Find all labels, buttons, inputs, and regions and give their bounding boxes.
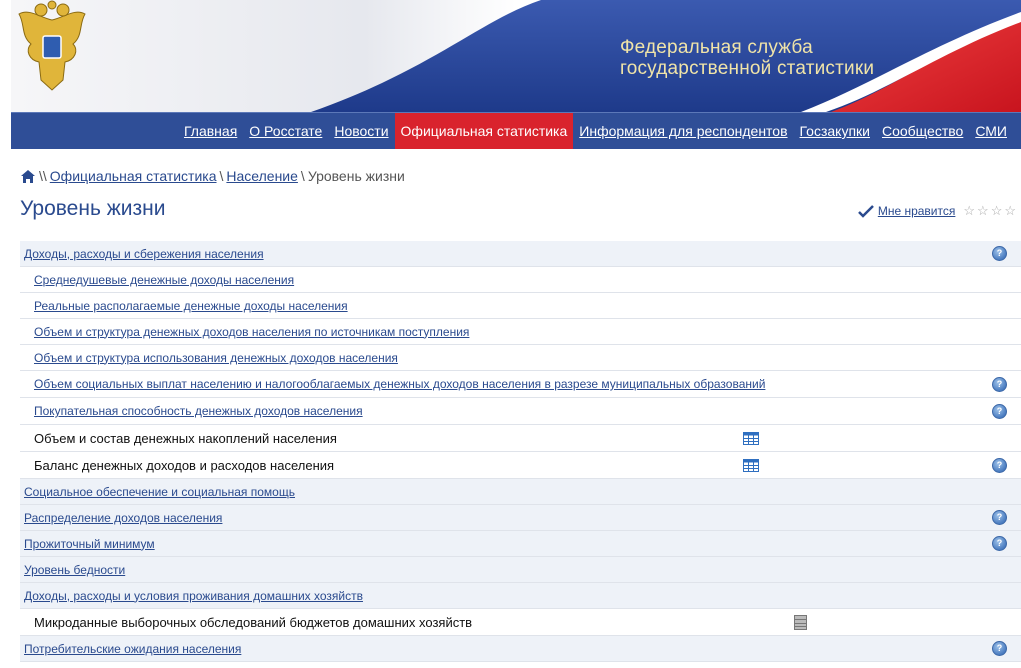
star-outline-icon[interactable]: ☆ — [963, 203, 976, 218]
topic-link[interactable]: Объем и структура использования денежных доходов населения — [34, 350, 398, 365]
nav-item-2[interactable]: Новости — [334, 123, 389, 139]
list-item — [20, 371, 1021, 398]
nav-item-1[interactable]: О Росстате — [249, 123, 323, 139]
rating-widget — [858, 203, 1016, 219]
table-icon[interactable] — [743, 459, 759, 472]
main-navigation — [11, 112, 1021, 149]
nav-item-4[interactable]: Информация для респондентов — [579, 123, 788, 139]
help-circle-icon[interactable]: ? — [992, 458, 1007, 473]
like-link[interactable]: Мне нравится — [877, 204, 956, 218]
topic-link[interactable]: Покупательная способность денежных доходов населения — [34, 404, 363, 418]
breadcrumb-separator: \\ — [39, 168, 47, 184]
topic-link[interactable]: Прожиточный минимум — [24, 536, 155, 551]
category-row — [20, 636, 1021, 662]
category-row — [20, 241, 1021, 267]
agency-name-line2: государственной статистики — [620, 58, 875, 79]
star-outline-icon[interactable]: ☆ — [977, 203, 989, 218]
topic-link[interactable]: Объем социальных выплат населению и налогооблагаемых денежных доходов населения в разрезе муниципальных образований — [34, 377, 766, 391]
nav-item-5[interactable]: Госзакупки — [799, 123, 870, 139]
help-circle-icon[interactable]: ? — [992, 536, 1007, 551]
list-item — [20, 452, 1021, 479]
breadcrumb — [20, 168, 405, 184]
list-item — [20, 345, 1021, 371]
category-row — [20, 505, 1021, 531]
list-item — [20, 398, 1021, 425]
rating-stars — [961, 203, 1016, 219]
breadcrumb-current: Уровень жизни — [307, 168, 405, 184]
category-row — [20, 531, 1021, 557]
help-circle-icon[interactable]: ? — [992, 246, 1007, 261]
category-row — [20, 479, 1021, 505]
category-row — [20, 583, 1021, 609]
breadcrumb-official-statistics[interactable]: Официальная статистика — [49, 168, 217, 184]
star-outline-icon[interactable]: ☆ — [1004, 203, 1016, 218]
topic-link[interactable]: Доходы, расходы и сбережения населения — [24, 246, 264, 261]
breadcrumb-separator: \ — [300, 168, 305, 184]
list-item — [20, 425, 1021, 452]
coat-of-arms-icon — [11, 0, 93, 98]
breadcrumb-population[interactable]: Население — [226, 168, 298, 184]
topic-link[interactable]: Реальные располагаемые денежные доходы населения — [34, 298, 348, 313]
help-circle-icon[interactable]: ? — [992, 404, 1007, 419]
breadcrumb-separator: \ — [219, 168, 224, 184]
list-item — [20, 293, 1021, 319]
topic-link[interactable]: Потребительские ожидания населения — [24, 641, 242, 656]
nav-item-3[interactable]: Официальная статистика — [395, 113, 574, 149]
page-title: Уровень жизни — [20, 197, 166, 220]
agency-name — [620, 37, 874, 79]
help-circle-icon[interactable]: ? — [992, 377, 1007, 392]
topic-link: Баланс денежных доходов и расходов населения — [34, 457, 335, 473]
table-icon[interactable] — [743, 432, 759, 445]
nav-item-7[interactable]: СМИ — [975, 123, 1007, 139]
list-item — [20, 609, 1021, 636]
home-icon[interactable] — [20, 169, 36, 184]
topic-link[interactable]: Распределение доходов населения — [24, 510, 223, 525]
topic-link[interactable]: Объем и структура денежных доходов населения по источникам поступления — [34, 324, 470, 339]
agency-name-line1: Федеральная служба — [620, 37, 813, 58]
category-row — [20, 557, 1021, 583]
topic-link: Микроданные выборочных обследований бюджетов домашних хозяйств — [34, 614, 473, 630]
list-item — [20, 319, 1021, 345]
topic-link[interactable]: Уровень бедности — [24, 562, 126, 577]
checkmark-icon — [858, 205, 874, 218]
topic-link: Объем и состав денежных накоплений населения — [34, 430, 337, 446]
header-banner — [11, 0, 1021, 112]
nav-item-6[interactable]: Сообщество — [881, 123, 964, 139]
topic-link[interactable]: Социальное обеспечение и социальная помощь — [24, 484, 295, 499]
list-item — [20, 267, 1021, 293]
star-outline-icon[interactable]: ☆ — [990, 203, 1003, 218]
help-circle-icon[interactable]: ? — [992, 510, 1007, 525]
topic-list — [20, 241, 1021, 662]
nav-item-0[interactable]: Главная — [183, 123, 238, 139]
database-icon[interactable] — [794, 615, 807, 630]
topic-link[interactable]: Доходы, расходы и условия проживания домашних хозяйств — [24, 588, 363, 603]
topic-link[interactable]: Среднедушевые денежные доходы населения — [34, 272, 295, 287]
help-circle-icon[interactable]: ? — [992, 641, 1007, 656]
